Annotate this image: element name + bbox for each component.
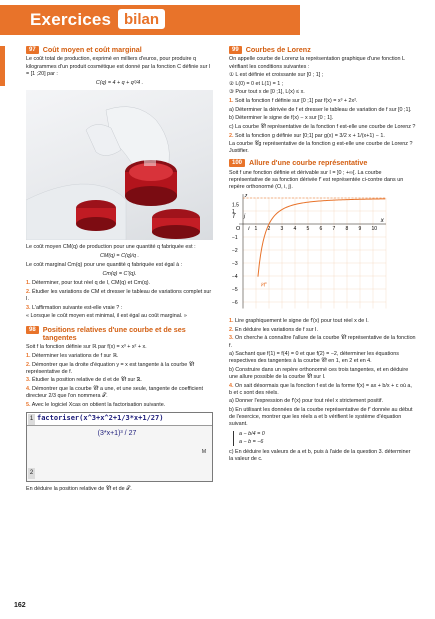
graph-ticks: [232, 203, 377, 307]
x-tick-label: 5: [306, 226, 310, 233]
exercise-text: Soit f une fonction définie et dérivable sur I = ]0 ; +∞[. La courbe représentative de sa fonction dérivée f' est représentée ci-contre dans un repère orthonormé (O, i, j).: [229, 169, 404, 191]
exercise-number: 100: [229, 159, 245, 167]
question-1b: b) Déterminer le signe de f(x) − x sur [0 ; 1].: [229, 115, 334, 122]
equation-1: a − b/4 = 0: [239, 431, 265, 438]
question-number: 2.: [26, 361, 31, 368]
question-number: 2.: [229, 326, 234, 333]
exercise-text: Le coût total de production, exprimé en milliers d'euros, pour produire q kilogrammes d'un produit cosmétique est donné par la fonction C définie sur I = [1 ;20] par :: [26, 56, 211, 77]
question-5: [26, 402, 213, 409]
origin-label: O: [236, 226, 241, 233]
question-text: Étudier la position relative de d et de 𝒞f sur ℝ.: [32, 377, 142, 384]
exercise-number: 98: [26, 326, 39, 334]
page-number: 162: [14, 602, 26, 609]
equation-system: [233, 431, 416, 445]
x-tick-label: 10: [371, 226, 378, 233]
question-3: [26, 305, 213, 312]
exercise-text: Le coût moyen CM(q) de production pour une quantité q fabriquée est :: [26, 243, 196, 250]
question-2: [26, 289, 213, 303]
cosmetic-jars-photo: [26, 90, 213, 240]
question-number: 1.: [229, 318, 234, 325]
question-text: On cherche à connaître l'allure de la courbe 𝒞f représentative de la fonction f.: [229, 335, 416, 349]
exercise-text: On appelle courbe de Lorenz la représentation graphique d'une fonction L vérifiant les conditions suivantes :: [229, 56, 405, 70]
graph-svg: [229, 194, 416, 314]
question-2-follow: La courbe 𝒞g représentative de la fonction g est-elle une courbe de Lorenz ? Justifier.: [229, 141, 413, 155]
xcas-output: (3*x+1)³ / 27: [97, 429, 137, 437]
derivative-curve: [258, 199, 385, 277]
xcas-screenshot: [26, 412, 213, 482]
exercise-number: 97: [26, 46, 39, 54]
question-3: [229, 335, 416, 349]
question-4: [26, 386, 213, 400]
question-2: [229, 327, 416, 334]
exercise-98-heading: [26, 326, 213, 343]
question-1: [26, 280, 213, 287]
side-tab: [0, 46, 5, 86]
question-3: [26, 377, 213, 384]
exercise-text: Soit f la fonction définie sur ℝ par f(x) = x³ + x² + x.: [26, 344, 147, 351]
question-text: On sait désormais que la fonction f est de la forme f(x) = ax + b/x + c où a, b et c sont des réels.: [229, 382, 412, 396]
y-tick-label: −2: [232, 248, 238, 255]
exercise-title: Positions relatives d'une courbe et de ses tangentes: [42, 324, 186, 342]
xcas-input-row: [27, 413, 212, 426]
question-1: [26, 353, 213, 360]
x-tick-label: 2: [267, 226, 271, 233]
right-column: [229, 46, 416, 464]
question-text: Avec le logiciel Xcas on obtient la factorisation suivante.: [31, 401, 166, 408]
question-4a: a) Donner l'expression de f'(x) pour tout réel x strictement positif.: [229, 398, 383, 405]
question-number: 3.: [229, 335, 234, 342]
derivative-graph: [229, 194, 416, 314]
exercise-title: Coût moyen et coût marginal: [42, 45, 142, 54]
question-number: 5.: [26, 401, 31, 408]
x-tick-label: 4: [293, 226, 297, 233]
x-tick-label: 1: [254, 226, 258, 233]
xcas-row-index: 1: [28, 414, 35, 425]
y-tick-label: −1: [232, 235, 238, 242]
question-1: [229, 318, 416, 325]
page-title: Exercices: [30, 10, 112, 29]
question-4b: b) En utilisant les données de la courbe représentative de f' donnée au début de l'exercice, montrer que les réels a et b vérifient le système d'équation suivant.: [229, 407, 413, 428]
question-text: Démontrer que la droite d'équation y = x est tangente à la courbe 𝒞f représentative de f.: [26, 361, 195, 375]
question-number: 1.: [26, 352, 31, 359]
question-text: Soit la fonction f définie sur [0 ;1] par f(x) = x³ + 2x².: [235, 98, 358, 105]
question-text: En déduire les variations de f sur I.: [235, 326, 318, 333]
condition-1: ① L est définie et croissante sur [0 ; 1] ;: [229, 72, 324, 79]
page-tag: bilan: [117, 8, 166, 30]
question-number: 2.: [26, 289, 31, 296]
question-number: 4.: [229, 382, 234, 389]
y-tick-label: 1: [232, 209, 235, 216]
condition-3: ③ Pour tout x de [0 ;1], L(x) ≤ x.: [229, 89, 305, 96]
equation-2: a − b = −6: [239, 438, 264, 445]
y-tick-label: −4: [232, 274, 238, 281]
xcas-command: factoriser(x^3+x^2+1/3*x+1/27): [37, 413, 164, 422]
question-3b: b) Construire dans un repère orthonormé ces trois tangentes, et en déduire une allure possible de la courbe 𝒞f sur I.: [229, 366, 409, 381]
exercise-text: Le coût marginal Cm(q) pour une quantité q fabriquée est égal à :: [26, 262, 183, 269]
question-number: 2.: [229, 132, 234, 139]
y-tick-label: −3: [232, 261, 238, 268]
x-tick-label: 3: [280, 226, 284, 233]
question-1c: c) La courbe 𝒞f représentative de la fonction f est-elle une courbe de Lorenz ?: [229, 123, 416, 130]
exercise-100-heading: [229, 159, 416, 167]
x-tick-label: 8: [345, 226, 349, 233]
question-1: [229, 98, 416, 105]
exercise-97-heading: [26, 46, 213, 54]
question-number: 1.: [229, 98, 234, 105]
exercise-text: En déduire la position relative de 𝒞f et de 𝒯.: [26, 485, 132, 492]
x-tick-label: 6: [319, 226, 323, 233]
question-4c: c) En déduire les valeurs de a et b, puis à l'aide de la question 3. déterminer la valeur de c.: [229, 448, 411, 462]
t-label: T: [232, 214, 236, 221]
curve-label: 𝒞f': [259, 282, 267, 289]
question-number: 3.: [26, 304, 31, 311]
question-text: Déterminer, pour tout réel q de I, CM(q) et Cm(q).: [32, 280, 151, 287]
header-band: [0, 0, 435, 40]
exercise-title: Allure d'une courbe représentative: [249, 158, 368, 168]
i-vector-label: i: [248, 226, 250, 233]
question-number: 3.: [26, 377, 31, 384]
question-text: Lire graphiquement le signe de f'(x) pour tout réel x de I.: [235, 318, 369, 325]
x-tick-label: 9: [358, 226, 362, 233]
condition-2: ② L(0) = 0 et L(1) = 1 ;: [229, 80, 284, 87]
left-column: [26, 46, 213, 494]
xcas-mode: M: [201, 448, 206, 455]
graph-grid: [243, 198, 386, 309]
y-tick-label: 1.5: [232, 202, 239, 209]
xcas-row-index: 2: [28, 468, 35, 479]
question-text: L'affirmation suivante est-elle vraie ? :: [32, 304, 123, 311]
exercise-title: Courbes de Lorenz: [245, 45, 311, 54]
y-axis-label: y: [245, 194, 248, 198]
formula: C(q) = 4 + q + q²/4 .: [95, 79, 144, 86]
question-text: Déterminer les variations de f sur ℝ.: [32, 352, 119, 359]
exercise-number: 99: [229, 46, 242, 54]
question-4: [229, 383, 416, 397]
question-text: Démontrer que la courbe 𝒞f a une, et une seule, tangente de coefficient directeur 2/3 que l'on nommera 𝒯.: [26, 385, 204, 400]
x-tick-label: 7: [332, 226, 336, 233]
question-text: Soit la fonction g définie sur [0;1] par g(x) = 3/2 x + 1/(x+1) − 1.: [235, 132, 385, 139]
question-2: [26, 362, 213, 376]
question-number: 1.: [26, 280, 31, 287]
question-1a: a) Déterminer la dérivée de f et dresser le tableau de variation de f sur [0 ;1].: [229, 106, 412, 113]
quote: « Lorsque le coût moyen est minimal, il est égal au coût marginal. »: [26, 313, 187, 320]
question-3a: a) Sachant que f(1) = f(4) = 0 et que f(2) = −2, déterminer les équations respectives des tangentes à la courbe 𝒞f en 1, en 2 et en 4.: [229, 351, 399, 365]
question-text: Étudier les variations de CM et dresser le tableau de variations complet sur I.: [26, 289, 212, 303]
y-tick-label: −6: [232, 300, 238, 307]
formula: CM(q) = C(q)/q .: [99, 253, 140, 260]
question-number: 4.: [26, 385, 31, 392]
j-vector-label: j: [244, 213, 246, 220]
formula: Cm(q) = C'(q).: [102, 271, 137, 278]
exercise-99-heading: [229, 46, 416, 54]
question-2: [229, 133, 416, 140]
x-axis-label: x: [380, 218, 384, 225]
y-tick-label: −5: [232, 287, 238, 294]
